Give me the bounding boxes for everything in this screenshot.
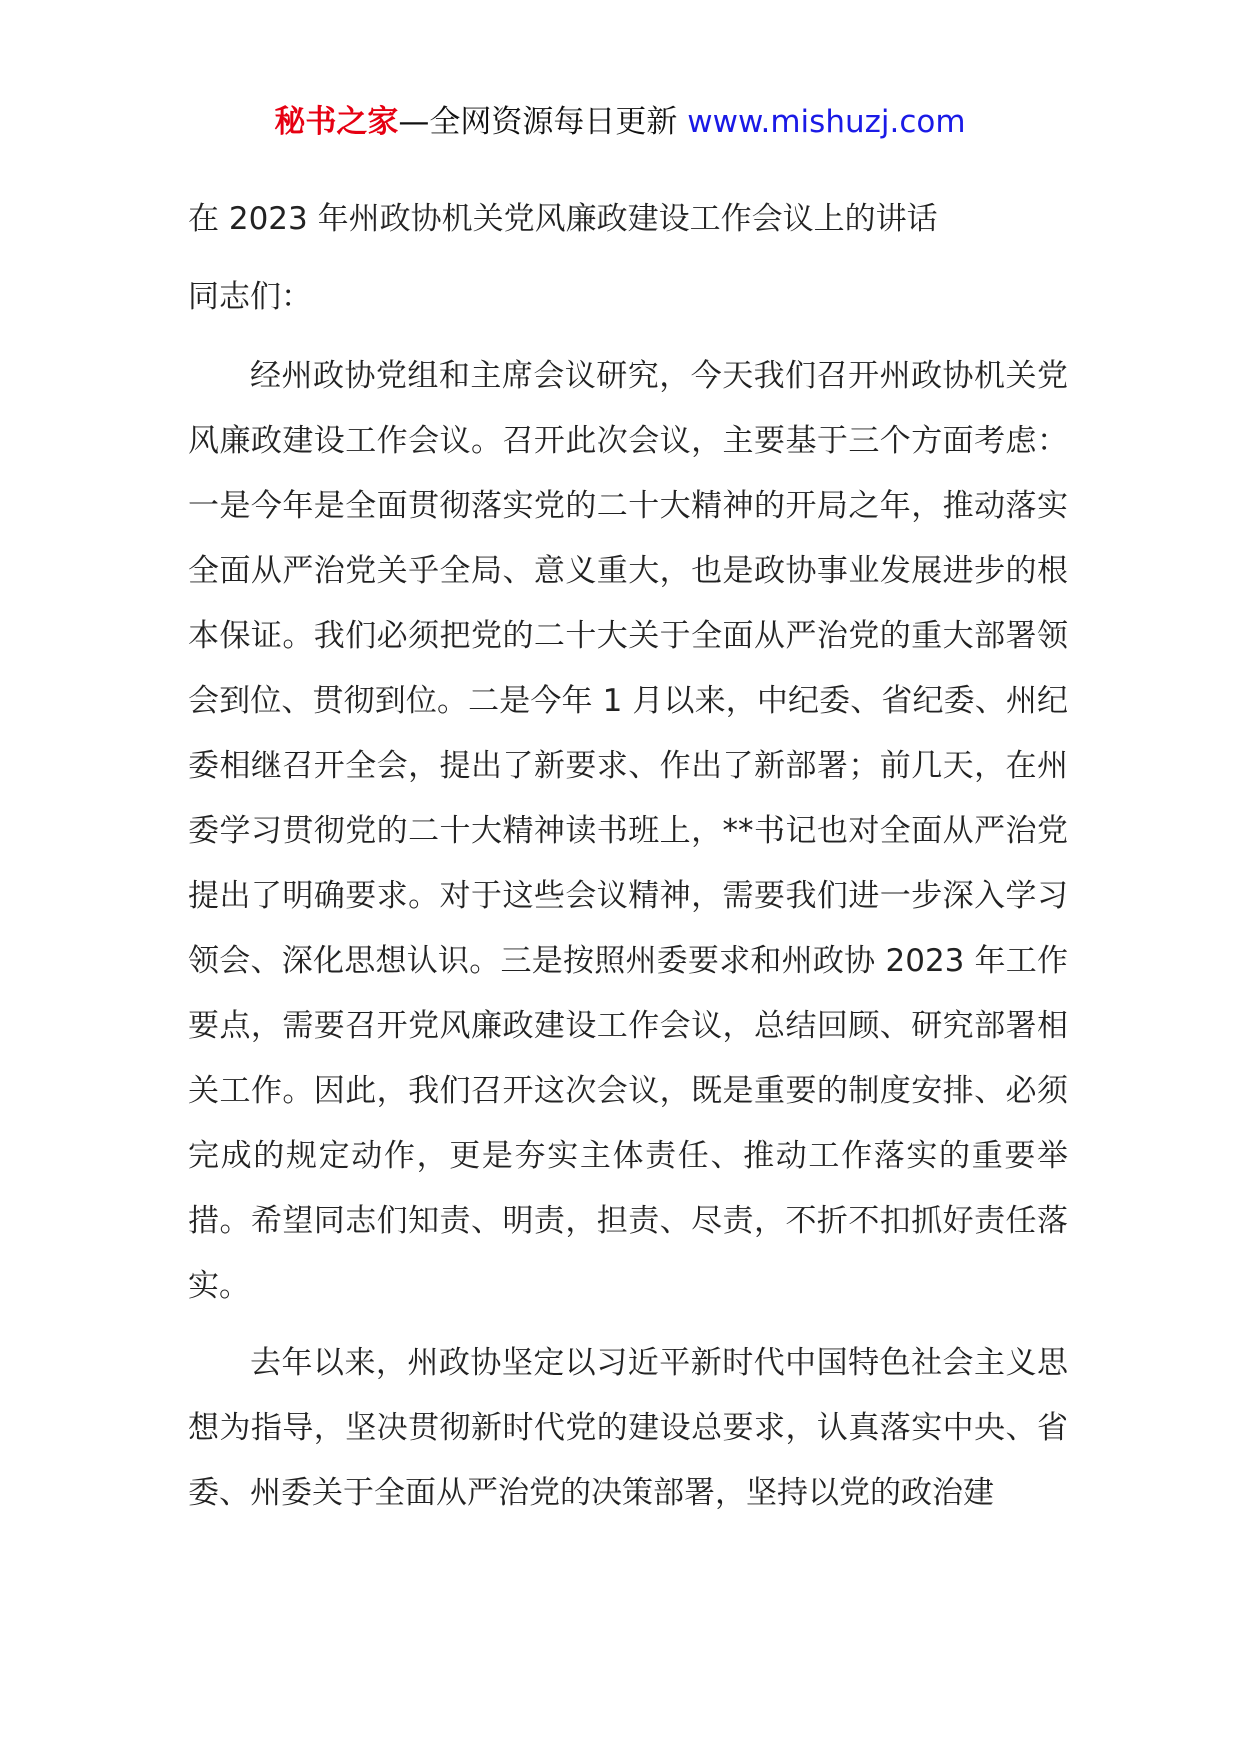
body-paragraph-1: 经州政协党组和主席会议研究，今天我们召开州政协机关党风廉政建设工作会议。召开此次会议，主要基于三个方面考虑：一是今年是全面贯彻落实党的二十大精神的开局之年，推动落实全面从严治党关乎全局、意义重大，也是政协事业发展进步的根本保证。我们必须把党的二十大关于全面从严治党的重大部署领会到位、贯彻到位。二是今年 1 月以来，中纪委、省纪委、州纪委相继召开全会，提出了新要求、作出了新部署；前几天，在州委学习贯彻党的二十大精神读书班上，**书记也对全面从严治党提出了明确要求。对于这些会议精神，需要我们进一步深入学习领会、深化思想认识。三是按照州委要求和州政协 2023 年工作要点，需要召开党风廉政建设工作会议，总结回顾、研究部署相关工作。因此，我们召开这次会议，既是重要的制度安排、必须完成的规定动作，更是夯实主体责任、推动工作落实的重要举措。希望同志们知责、明责，担责、尽责，不折不扣抓好责任落实。	[188, 358, 1068, 1304]
site-url-link[interactable]: www.mishuzj.com	[687, 104, 966, 140]
body-paragraph-2: 去年以来，州政协坚定以习近平新时代中国特色社会主义思想为指导，坚决贯彻新时代党的建设总要求，认真落实中央、省委、州委关于全面从严治党的决策部署，坚持以党的政治建	[188, 1345, 1068, 1511]
document-title: 在 2023 年州政协机关党风廉政建设工作会议上的讲话	[188, 201, 938, 237]
document-body	[188, 196, 1068, 1526]
site-header	[0, 100, 1240, 144]
site-brand: 秘书之家	[274, 104, 399, 140]
site-tagline: —全网资源每日更新	[398, 104, 688, 140]
salutation: 同志们：	[188, 279, 312, 315]
